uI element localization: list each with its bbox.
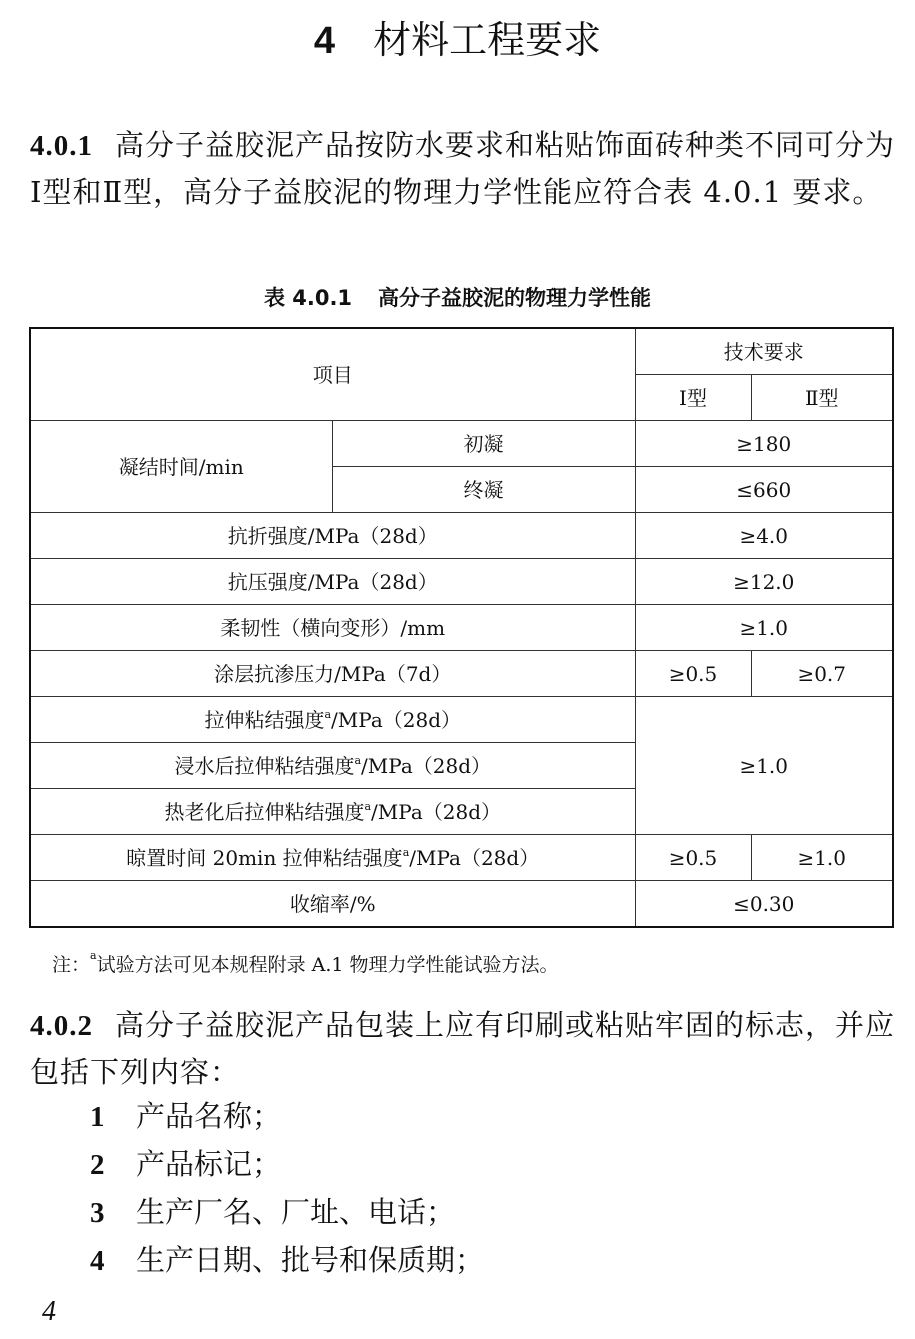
table-row — [30, 559, 893, 605]
list-item-text: 生产日期、批号和保质期； — [136, 1243, 485, 1277]
label-text: 热老化后拉伸粘结强度 — [164, 799, 365, 824]
row-label: 凝结时间/min — [30, 421, 332, 513]
footnote-mark: a — [324, 707, 332, 721]
footnote-mark: a — [90, 949, 97, 962]
row-label — [30, 697, 635, 743]
row-value-type1: ≥0.5 — [635, 835, 751, 881]
clause-4-0-1 — [30, 122, 895, 215]
row-label — [30, 743, 635, 789]
marking-list — [90, 1093, 484, 1285]
row-value: ≥1.0 — [635, 697, 893, 835]
row-label: 涂层抗渗压力/MPa（7d） — [30, 651, 635, 697]
list-item — [90, 1141, 484, 1189]
clause-text: 高分子益胶泥产品按防水要求和粘贴饰面砖种类不同可分为Ⅰ型和Ⅱ型，高分子益胶泥的物理力学性能应符合表 4.0.1 要求。 — [30, 128, 896, 209]
table-row — [30, 651, 893, 697]
row-label: 柔韧性（横向变形）/mm — [30, 605, 635, 651]
list-item-number: 1 — [90, 1101, 105, 1133]
note-text: 试验方法可见本规程附录 A.1 物理力学性能试验方法。 — [96, 954, 559, 976]
list-item-text: 产品名称； — [136, 1099, 282, 1133]
header-item: 项目 — [30, 328, 635, 421]
label-text: 拉伸粘结强度 — [204, 707, 325, 732]
row-sublabel: 终凝 — [332, 467, 635, 513]
clause-number: 4.0.2 — [30, 1010, 93, 1042]
chapter-number: 4 — [313, 20, 336, 62]
chapter-title: 材料工程要求 — [373, 18, 602, 62]
label-unit: /MPa（28d） — [371, 799, 501, 824]
chapter-heading — [0, 14, 915, 67]
table-row — [30, 513, 893, 559]
label-unit: /MPa（28d） — [331, 707, 461, 732]
row-value-type1: ≥0.5 — [635, 651, 751, 697]
row-sublabel: 初凝 — [332, 421, 635, 467]
clause-text: 高分子益胶泥产品包装上应有印刷或粘贴牢固的标志，并应包括下列内容： — [30, 1008, 896, 1089]
table-row — [30, 421, 893, 467]
list-item-number: 3 — [90, 1197, 105, 1229]
list-item-text: 产品标记； — [136, 1147, 282, 1181]
table-caption — [0, 282, 915, 314]
header-type2: Ⅱ型 — [751, 375, 893, 421]
page-number: 4 — [42, 1296, 56, 1327]
clause-number: 4.0.1 — [30, 130, 93, 162]
footnote-mark: a — [402, 845, 410, 859]
table-row — [30, 697, 893, 743]
row-value-type2: ≥1.0 — [751, 835, 893, 881]
label-unit: /MPa（28d） — [409, 845, 540, 870]
list-item-number: 4 — [90, 1245, 105, 1277]
list-item — [90, 1237, 484, 1285]
row-label — [30, 789, 635, 835]
label-text: 浸水后拉伸粘结强度 — [174, 753, 355, 778]
header-type1: Ⅰ型 — [635, 375, 751, 421]
note-prefix: 注： — [52, 954, 91, 976]
row-value: ≤660 — [635, 467, 893, 513]
list-item — [90, 1093, 484, 1141]
table-row — [30, 881, 893, 928]
label-unit: /MPa（28d） — [361, 753, 491, 778]
row-value: ≥1.0 — [635, 605, 893, 651]
clause-4-0-2 — [30, 1002, 895, 1095]
row-value-type2: ≥0.7 — [751, 651, 893, 697]
table-header-row — [30, 328, 893, 375]
row-value: ≥12.0 — [635, 559, 893, 605]
header-tech-req: 技术要求 — [635, 328, 893, 375]
list-item — [90, 1189, 484, 1237]
row-value: ≥180 — [635, 421, 893, 467]
row-value: ≤0.30 — [635, 881, 893, 928]
table-note — [52, 950, 559, 980]
table-row — [30, 605, 893, 651]
footnote-mark: a — [354, 753, 362, 767]
row-label: 收缩率/% — [30, 881, 635, 928]
label-text: 晾置时间 20min 拉伸粘结强度 — [126, 845, 403, 870]
table-title: 高分子益胶泥的物理力学性能 — [378, 286, 652, 310]
row-label: 抗折强度/MPa（28d） — [30, 513, 635, 559]
list-item-number: 2 — [90, 1149, 105, 1181]
table-row — [30, 835, 893, 881]
row-value: ≥4.0 — [635, 513, 893, 559]
list-item-text: 生产厂名、厂址、电话； — [136, 1195, 456, 1229]
footnote-mark: a — [364, 799, 372, 813]
table-number: 表 4.0.1 — [263, 286, 353, 310]
row-label — [30, 835, 635, 881]
row-label: 抗压强度/MPa（28d） — [30, 559, 635, 605]
properties-table — [29, 327, 894, 928]
